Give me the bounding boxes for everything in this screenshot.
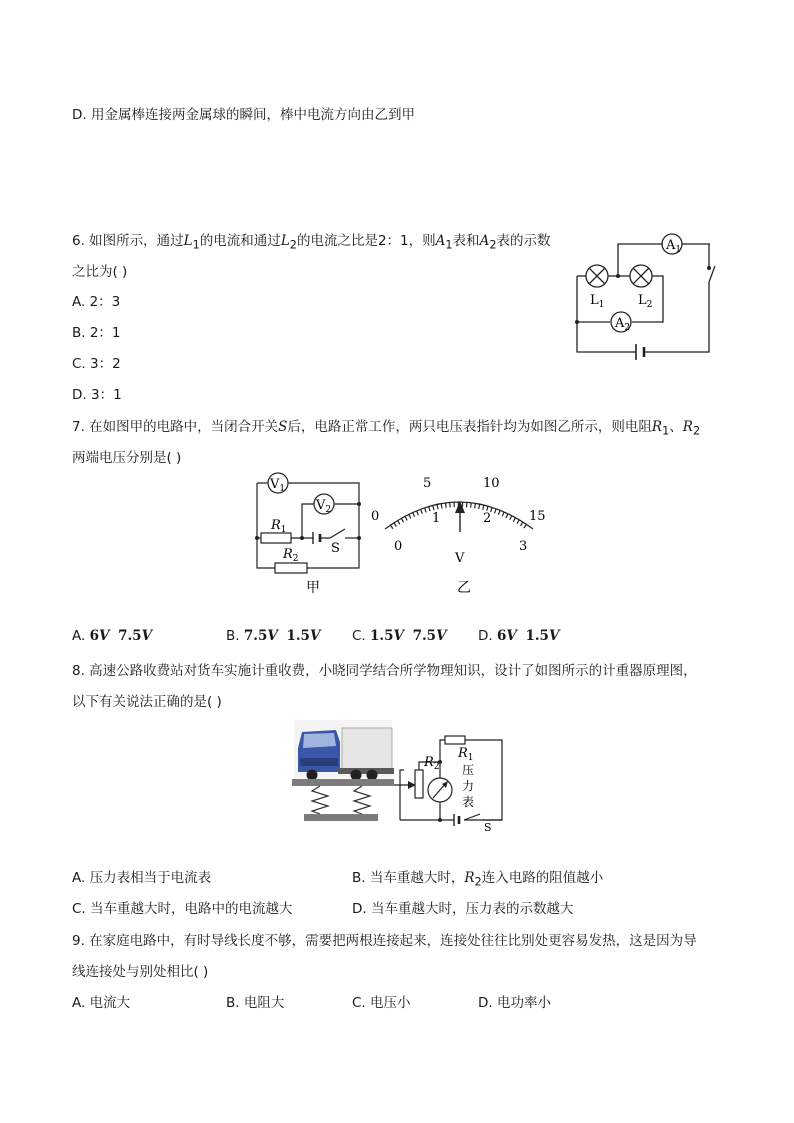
- q6-stem-line1: [72, 229, 550, 252]
- q7-circuit-diagram: [245, 470, 365, 598]
- q8-scale-diagram: [290, 718, 510, 833]
- q6-stem-part4: 表和: [452, 233, 480, 249]
- meter-outer-5: 5: [423, 476, 432, 491]
- q7-V1-label: $V_1$: [270, 477, 286, 494]
- q7-R2: R: [682, 419, 693, 435]
- q9-stem-line2: 线连接处与别处相比( ): [72, 964, 209, 980]
- q6-A2: A: [479, 233, 490, 249]
- q8-R2-label: $R_2$: [424, 755, 440, 772]
- q6-A1-sub: 1: [445, 238, 453, 252]
- q6-option-a: A. 2：3: [72, 294, 121, 310]
- q7-caption-jia: 甲: [306, 580, 320, 596]
- meter-outer-0: 0: [371, 509, 380, 524]
- q6-A1-label: $A_1$: [666, 238, 682, 255]
- q8-option-a: A. 压力表相当于电流表: [72, 870, 212, 886]
- q9-option-a: A. 电流大: [72, 995, 131, 1011]
- q6-option-d: D. 3：1: [72, 387, 122, 403]
- q6-L2-label: $L_2$: [638, 293, 653, 310]
- q6-A2-sub: 2: [489, 238, 497, 252]
- q6-stem-part5: 表的示数: [496, 233, 551, 249]
- q6-option-c: C. 3：2: [72, 356, 121, 372]
- q6-L1-label: $L_1$: [590, 293, 605, 310]
- q7-option-b: B. 7.5V 1.5V: [226, 628, 321, 644]
- q9-option-d: D. 电功率小: [478, 995, 551, 1011]
- q7-option-d: D. 6V 1.5V: [478, 628, 560, 644]
- q7-stem-line2: 两端电压分别是( ): [72, 450, 182, 466]
- q7-R1-label: $R_1$: [271, 518, 287, 535]
- q6-stem-part3: 的电流之比是2：1，则: [296, 233, 436, 249]
- q6-option-b: B. 2：1: [72, 325, 121, 341]
- meter-inner-2: 2: [483, 511, 492, 526]
- q8-S-label: S: [484, 821, 492, 833]
- meter-inner-1: 1: [432, 511, 441, 526]
- q9-option-b: B. 电阻大: [226, 995, 285, 1011]
- q7-S-label: S: [331, 541, 340, 556]
- q7-R2-sub: 2: [692, 424, 701, 438]
- q8-stem-line1: 8. 高速公路收费站对货车实施计重收费，小晓同学结合所学物理知识，设计了如图所示的计重器原理图，: [72, 663, 697, 679]
- q7-stem-line1: [72, 415, 700, 438]
- q8-option-b: B. 当车重越大时，$R_2$连入电路的阻值越小: [352, 870, 604, 889]
- q6-stem-part1: 6. 如图所示，通过: [72, 233, 184, 249]
- gauge-label-1: 压: [462, 763, 475, 777]
- q7-sep: 、: [669, 419, 683, 435]
- q6-L2: L: [280, 233, 290, 249]
- q7-R2-label: $R_2$: [283, 547, 299, 564]
- q6-L1-sub: 1: [192, 238, 200, 252]
- q9-stem-line1: 9. 在家庭电路中，有时导线长度不够，需要把两根连接起来，连接处往往比别处更容易发热，这是因为导: [72, 933, 697, 949]
- meter-inner-0: 0: [394, 539, 403, 554]
- q5-option-d: D. 用金属棒连接两金属球的瞬间，棒中电流方向由乙到甲: [72, 107, 415, 123]
- q6-A2-label: $A_2$: [615, 316, 631, 333]
- q7-option-a: A. 6V 7.5V: [72, 628, 153, 644]
- meter-unit: V: [455, 551, 465, 566]
- meter-outer-10: 10: [483, 476, 500, 491]
- q7-stem-part2: 后，电路正常工作，两只电压表指针均为如图乙所示，则电阻: [287, 419, 652, 435]
- q7-R1-sub: 1: [662, 424, 670, 438]
- q6-L2-sub: 2: [289, 238, 297, 252]
- q6-stem-line2: 之比为( ): [72, 264, 128, 280]
- q8-option-c: C. 当车重越大时，电路中的电流越大: [72, 901, 293, 917]
- gauge-label-3: 表: [462, 795, 475, 809]
- q7-option-c: C. 1.5V 7.5V: [352, 628, 447, 644]
- meter-inner-3: 3: [519, 539, 528, 554]
- truck-illustration: [294, 720, 394, 781]
- q7-voltmeter-diagram: [365, 470, 555, 598]
- q6-L1: L: [183, 233, 193, 249]
- q6-A1: A: [435, 233, 446, 249]
- q7-S: S: [278, 419, 288, 435]
- q6-stem-part2: 的电流和通过: [199, 233, 281, 249]
- q8-stem-line2: 以下有关说法正确的是( ): [72, 694, 222, 710]
- q8-option-d: D. 当车重越大时，压力表的示数越大: [352, 901, 574, 917]
- q7-caption-yi: 乙: [457, 580, 471, 596]
- gauge-label-2: 力: [462, 779, 475, 793]
- q6-circuit-diagram: [560, 228, 730, 363]
- q7-V2-label: $V_2$: [316, 498, 332, 515]
- q7-R1: R: [651, 419, 663, 435]
- q9-option-c: C. 电压小: [352, 995, 411, 1011]
- q8-R1-label: $R_1$: [458, 746, 474, 763]
- meter-outer-15: 15: [529, 509, 546, 524]
- q7-stem-part1: 7. 在如图甲的电路中，当闭合开关: [72, 419, 279, 435]
